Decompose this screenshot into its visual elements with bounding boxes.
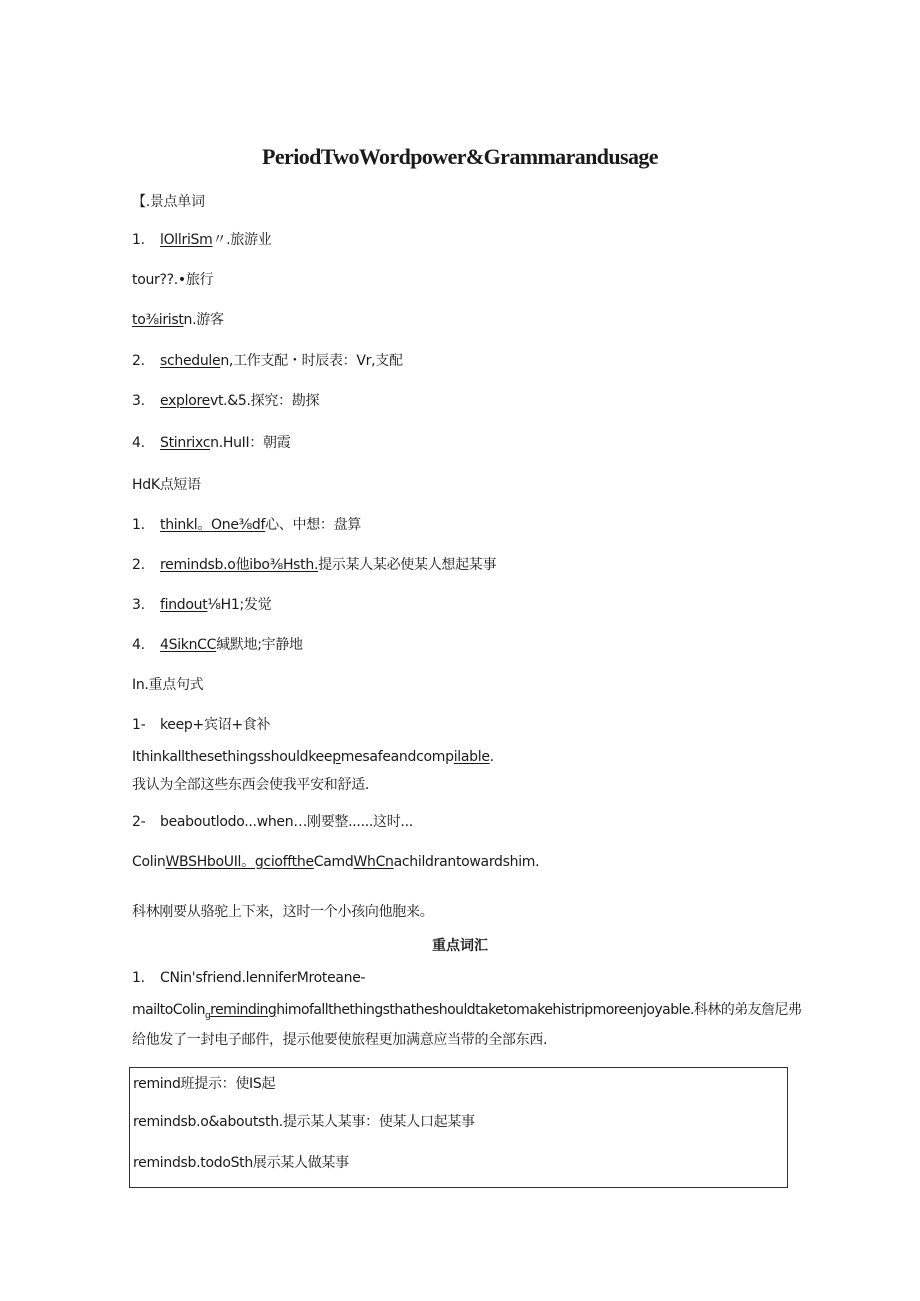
word-definition: n.游客 bbox=[183, 312, 224, 328]
item-number: 3. bbox=[132, 597, 145, 613]
vocab-text: mailtoColin bbox=[132, 1002, 205, 1018]
usage-row-3: remindsb.todoSth展示某人做某事 bbox=[133, 1155, 349, 1171]
vocab-underlined: reminding bbox=[210, 1002, 277, 1018]
example-underlined: WBSHboUIl。gcioffthe bbox=[165, 854, 314, 870]
sentence-pattern-1 bbox=[132, 716, 270, 734]
example-text: achildrantowardshim. bbox=[393, 854, 540, 870]
word-definition: vt.&5.探究：勘探 bbox=[209, 393, 320, 409]
item-number: 1. bbox=[132, 970, 145, 986]
vocab-item-1-line2 bbox=[132, 1001, 801, 1025]
item-number: 2. bbox=[132, 557, 145, 573]
word-item-4 bbox=[132, 434, 290, 452]
sentence-pattern-2 bbox=[132, 813, 413, 831]
usage-row-1: remind班提示：使IS起 bbox=[133, 1076, 276, 1092]
section-heading-words: 【.景点单词 bbox=[132, 194, 205, 210]
word-term: explore bbox=[160, 393, 210, 409]
word-term: Stinrixc bbox=[160, 435, 211, 451]
phrase-definition: 心、中想：盘算 bbox=[265, 517, 362, 533]
example-text: Ithinkallthesethingsshouldkee bbox=[132, 749, 333, 765]
vocab-item-1-line3: 给他发了一封电子邮件，提示他要使旅程更加满意应当带的全部东西. bbox=[132, 1032, 548, 1048]
example-text: mesafeandcomp bbox=[340, 749, 454, 765]
word-derivative-tour: tour??.•旅行 bbox=[132, 272, 214, 288]
example-translation-2: 科林刚要从骆驼上下来，这时一个小孩向他胞来。 bbox=[132, 904, 434, 920]
vocab-subscript: g bbox=[205, 1010, 211, 1021]
vocab-item-1-line1 bbox=[132, 969, 365, 987]
vocab-heading: 重点词汇 bbox=[432, 938, 488, 954]
item-number: 1. bbox=[132, 232, 145, 248]
phrase-item-1 bbox=[132, 516, 361, 534]
example-text: Colin bbox=[132, 854, 166, 870]
example-underlined: WhCn bbox=[353, 854, 394, 870]
word-item-3 bbox=[132, 392, 319, 410]
phrase-item-4 bbox=[132, 636, 303, 654]
item-number: 2- bbox=[132, 814, 146, 830]
page-title: PeriodTwoWordpower&Grammarandusage bbox=[262, 144, 658, 169]
phrase-term: thinkl。One⅜df bbox=[160, 517, 266, 533]
phrase-term: 4SiknCC bbox=[160, 637, 217, 653]
word-term: schedule bbox=[160, 353, 221, 369]
item-number: 3. bbox=[132, 393, 145, 409]
example-underlined: p bbox=[332, 749, 341, 765]
phrase-item-2 bbox=[132, 556, 496, 574]
usage-row-2: remindsb.o&aboutsth.提示某人某事：使某人口起某事 bbox=[133, 1114, 475, 1130]
item-number: 1. bbox=[132, 517, 145, 533]
example-text: Camd bbox=[313, 854, 354, 870]
phrase-definition: ⅛H1;发觉 bbox=[207, 597, 272, 613]
phrase-item-3 bbox=[132, 596, 271, 614]
section-heading-sentences: In.重点句式 bbox=[132, 677, 204, 693]
example-sentence-2 bbox=[132, 853, 539, 871]
phrase-definition: 缄默地;宇静地 bbox=[216, 637, 303, 653]
phrase-definition: 提示某人某必使某人想起某事 bbox=[318, 557, 497, 573]
item-number: 4. bbox=[132, 435, 145, 451]
section-heading-phrases: HdK点短语 bbox=[132, 477, 201, 493]
word-item-1 bbox=[132, 231, 271, 249]
word-term: to⅜irist bbox=[132, 312, 184, 328]
vocab-text: CNin'sfriend.lenniferMroteane- bbox=[160, 970, 366, 986]
phrase-term: remindsb.o他ibo⅜Hsth. bbox=[160, 557, 319, 573]
example-underlined: ilable bbox=[453, 749, 490, 765]
word-derivative-tourist bbox=[132, 311, 224, 329]
word-term: lOllriSm bbox=[160, 232, 213, 248]
usage-box bbox=[129, 1067, 788, 1188]
phrase-term: findout bbox=[160, 597, 208, 613]
item-number: 1- bbox=[132, 717, 146, 733]
pattern-text: beaboutlodo...when…刚要整......这时... bbox=[160, 814, 413, 830]
word-definition: 〃.旅游业 bbox=[212, 232, 272, 248]
item-number: 2. bbox=[132, 353, 145, 369]
example-sentence-1 bbox=[132, 748, 494, 766]
vocab-text: himofallthethingsthatheshouldtaketomakehistripmoreenjoyable.科林的弟友詹尼弗 bbox=[276, 1002, 802, 1018]
word-definition: n.HuII：朝霞 bbox=[210, 435, 291, 451]
item-number: 4. bbox=[132, 637, 145, 653]
word-item-2 bbox=[132, 352, 403, 370]
pattern-text: keep+宾诏+食补 bbox=[160, 717, 271, 733]
example-text: . bbox=[489, 749, 494, 765]
word-definition: n,工作支配・时辰表：Vr,支配 bbox=[220, 353, 403, 369]
example-translation-1: 我认为全部这些东西会使我平安和舒适. bbox=[132, 777, 370, 793]
